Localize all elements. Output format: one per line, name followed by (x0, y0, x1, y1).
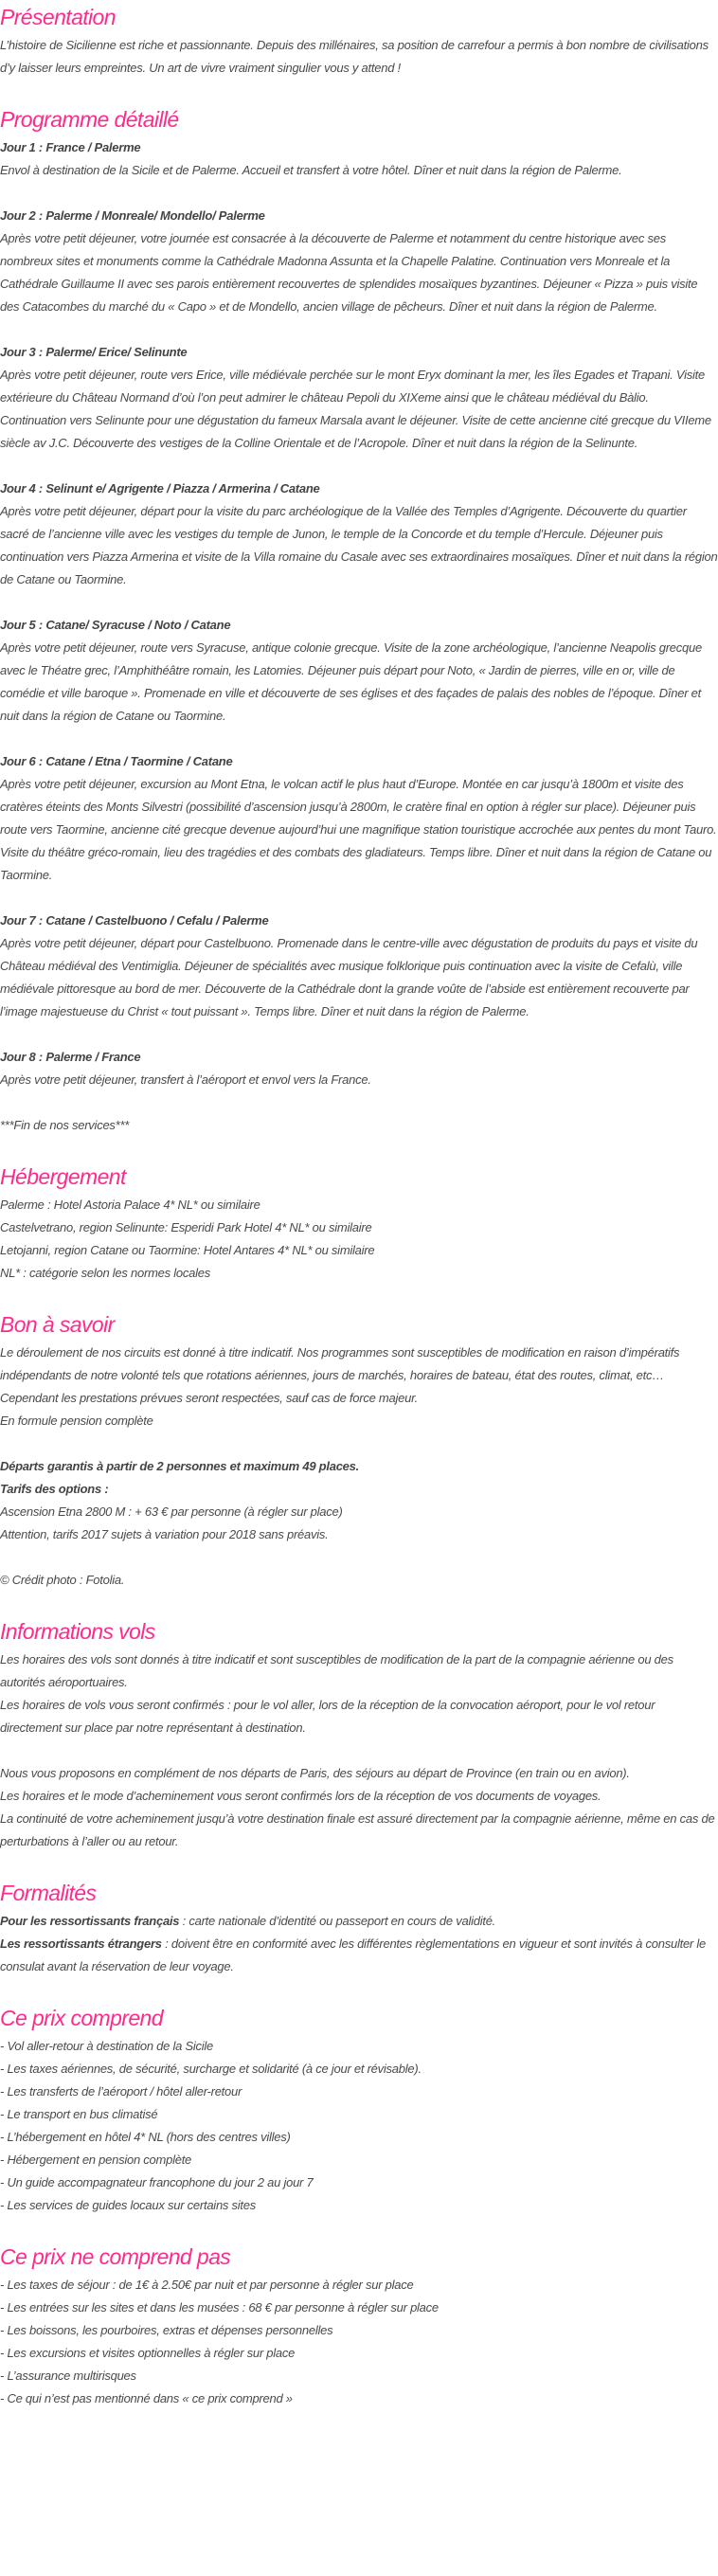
list-item: - Les taxes de séjour : de 1€ à 2.50€ par nuit et par personne à régler sur place (0, 2278, 414, 2292)
text-line: ***Fin de nos services*** (0, 1118, 130, 1132)
text-line: Après votre petit déjeuner, départ pour la visite du parc archéologique de la Vallée des Temples d’Agrigente. Découverte du quartier sacré de l’ancienne ville avec les vestiges du temple de Junon, le temple de la Concorde et du temple d’Hercule. Déjeuner puis continuation vers Piazza Armerina et visite de la Villa romaine du Casale avec ses extraordinaires mosaïques. Dîner et nuit dans la région de Catane ou Taormine. (0, 504, 718, 586)
paragraph (0, 1342, 718, 1432)
text-line: Après votre petit déjeuner, départ pour Castelbuono. Promenade dans le centre-ville avec dégustation de produits du pays et visite du Château médiéval des Ventimiglia. Déjeuner de spécialités avec musique folklorique puis continuation avec la visite de Cefalù, ville médiévale pittoresque au bord de mer. Découverte de la Cathédrale dont la grande voûte de l’abside est entièrement recouverte par l’image majestueuse du Christ « tout puissant ». Temps libre. Dîner et nuit dans la région de Palerme. (0, 936, 698, 1018)
text-line: Le déroulement de nos circuits est donné à titre indicatif. Nos programmes sont susceptibles de modification en raison d’impératifs indépendants de notre volonté tels que rotations aériennes, jours de marchés, horaires de bateau, état des routes, climat, etc… Cependant les prestations prévues seront respectées, sauf cas de force majeur. (0, 1345, 680, 1405)
section-heading: Hébergement (0, 1164, 126, 1189)
bold-label: Jour 3 : Palerme/ Erice/ Selinunte (0, 345, 188, 359)
paragraph (0, 477, 718, 591)
section-hebergement (0, 1160, 718, 1285)
bold-label: Jour 6 : Catane / Etna / Taormine / Catane (0, 754, 233, 768)
text-line: : carte nationale d’identité ou passeport en cours de validité. (179, 1914, 496, 1928)
paragraph (0, 1455, 718, 1546)
list-item: - L’hébergement en hôtel 4* NL (hors des centres villes) (0, 2130, 291, 2144)
paragraph (0, 1114, 718, 1137)
text-line: Ascension Etna 2800 M : + 63 € par personne (à régler sur place) (0, 1504, 343, 1519)
section-formalites (0, 1876, 718, 1978)
list-item: - L’assurance multirisques (0, 2369, 136, 2383)
paragraph (0, 910, 718, 1023)
list-item: - Le transport en bus climatisé (0, 2107, 158, 2121)
list-item: - Vol aller-retour à destination de la Sicile (0, 2039, 214, 2053)
text-line: Les horaires et le mode d’acheminement vous seront confirmés lors de la réception de vos documents de voyages. (0, 1789, 601, 1803)
paragraph (0, 1762, 718, 1853)
paragraph (0, 136, 718, 182)
text-line: Castelvetrano, region Selinunte: Esperidi Park Hotel 4* NL* ou similaire (0, 1220, 372, 1234)
text-line: Les horaires de vols vous seront confirmés : pour le vol aller, lors de la réception de la convocation aéroport, pour le vol retour directement sur place par notre représentant à destination. (0, 1698, 655, 1735)
section-programme (0, 102, 718, 1137)
paragraph (0, 1910, 718, 1978)
bold-label: Jour 2 : Palerme / Monreale/ Mondello/ Palerme (0, 208, 265, 223)
text-line: Attention, tarifs 2017 sujets à variation pour 2018 sans préavis. (0, 1527, 329, 1541)
text-line: Après votre petit déjeuner, route vers Erice, ville médiévale perchée sur le mont Eryx dominant la mer, les îles Egades et Trapani. Visite extérieure du Château Normand d’où l’on peut admirer le château Pepoli du XIXeme ainsi que le château médiéval du Bàlio. Continuation vers Selinunte pour une dégustation du fameux Marsala avant le déjeuner. Visite de cette ancienne cité grecque du VIIeme siècle av J.C. Découverte des vestiges de la Colline Orientale et de l’Acropole. Dîner et nuit dans la région de la Selinunte. (0, 368, 711, 450)
list-item: - Un guide accompagnateur francophone du jour 2 au jour 7 (0, 2175, 314, 2189)
bold-label: Tarifs des options : (0, 1482, 109, 1496)
bold-label: Jour 5 : Catane/ Syracuse / Noto / Catane (0, 618, 231, 632)
paragraph (0, 34, 718, 80)
text-line: NL* : catégorie selon les normes locales (0, 1266, 210, 1280)
bold-label: Départs garantis à partir de 2 personnes et maximum 49 places. (0, 1459, 359, 1473)
text-line: Palerme : Hotel Astoria Palace 4* NL* ou similaire (0, 1198, 260, 1212)
text-line: Après votre petit déjeuner, excursion au Mont Etna, le volcan actif le plus haut d’Europe. Montée en car jusqu’à 1800m et visite des cratères éteints des Monts Silvestri (possibilité d’ascension jusqu’à 2800m, le cratère final en option à régler sur place). Déjeuner puis route vers Taormine, ancienne cité grecque devenue aujourd’hui une magnifique station touristique accrochée aux pentes du mont Tauro. Visite du théâtre gréco-romain, lieu des tragédies et des combats des gladiateurs. Temps libre. Dîner et nuit dans la région de Catane ou Taormine. (0, 777, 717, 882)
bold-label: Jour 7 : Catane / Castelbuono / Cefalu / Palerme (0, 913, 269, 928)
bold-label: Jour 1 : France / Palerme (0, 140, 141, 154)
section-ne-comprend-pas (0, 2240, 718, 2410)
bold-label: Jour 4 : Selinunt e/ Agrigente / Piazza / Armerina / Catane (0, 481, 320, 495)
text-line: Letojanni, region Catane ou Taormine: Hotel Antares 4* NL* ou similaire (0, 1243, 375, 1257)
paragraph (0, 1648, 718, 1739)
text-line: Après votre petit déjeuner, transfert à l’aéroport et envol vers la France. (0, 1072, 371, 1087)
section-heading: Formalités (0, 1881, 97, 1905)
section-heading: Présentation (0, 5, 116, 29)
text-line: La continuité de votre acheminement jusqu’à votre destination finale est assuré directement par la compagnie aérienne, même en cas de perturbations à l’aller ou au retour. (0, 1811, 715, 1848)
section-heading: Bon à savoir (0, 1312, 115, 1337)
text-line: : doivent être en conformité avec les différentes règlementations en vigueur et sont invités à consulter le consulat avant la réservation de leur voyage. (0, 1937, 706, 1973)
paragraph (0, 1194, 718, 1285)
text-line: Les horaires des vols sont donnés à titre indicatif et sont susceptibles de modification de la part de la compagnie aérienne ou des autorités aéroportuaires. (0, 1652, 673, 1689)
paragraph (0, 750, 718, 887)
paragraph (0, 205, 718, 318)
section-heading: Programme détaillé (0, 107, 179, 132)
paragraph (0, 1569, 718, 1592)
section-bon-a-savoir (0, 1307, 718, 1592)
section-heading: Ce prix comprend (0, 2006, 163, 2030)
section-comprend (0, 2001, 718, 2217)
list-item: - Les boissons, les pourboires, extras et dépenses personnelles (0, 2323, 333, 2337)
list-item: - Les excursions et visites optionnelles à régler sur place (0, 2346, 296, 2360)
list-item: - Les transferts de l’aéroport / hôtel aller-retour (0, 2084, 242, 2099)
paragraph (0, 2274, 718, 2410)
section-informations-vols (0, 1614, 718, 1853)
text-line: En formule pension complète (0, 1414, 153, 1428)
bold-label: Jour 8 : Palerme / France (0, 1050, 141, 1064)
list-item: - Les taxes aériennes, de sécurité, surcharge et solidarité (à ce jour et révisable). (0, 2062, 422, 2076)
list-item: - Les entrées sur les sites et dans les musées : 68 € par personne à régler sur place (0, 2300, 439, 2315)
text-line: Envol à destination de la Sicile et de Palerme. Accueil et transfert à votre hôtel. Dîner et nuit dans la région de Palerme. (0, 163, 622, 177)
text-line: Après votre petit déjeuner, votre journée est consacrée à la découverte de Palerme et notamment du centre historique avec ses nombreux sites et monuments comme la Cathédrale Madonna Assunta et la Chapelle Palatine. Continuation vers Monreale et la Cathédrale Guillaume II avec ses parois entièrement recouvertes de splendides mosaïques byzantines. Déjeuner « Pizza » puis visite des Catacombes du marché du « Capo » et de Mondello, ancien village de pêcheurs. Dîner et nuit dans la région de Palerme. (0, 231, 698, 314)
paragraph (0, 1046, 718, 1091)
section-heading: Informations vols (0, 1619, 155, 1644)
text-line: Après votre petit déjeuner, route vers Syracuse, antique colonie grecque. Visite de la zone archéologique, l’ancienne Neapolis grecque avec le Théatre grec, l’Amphithéâtre romain, les Latomies. Déjeuner puis départ pour Noto, « Jardin de pierres, ville en or, ville de comédie et ville baroque ». Promenade en ville et découverte de ses églises et des façades de palais des nobles de l’époque. Dîner et nuit dans la région de Catane ou Taormine. (0, 640, 702, 723)
list-item: - Ce qui n’est pas mentionné dans « ce prix comprend » (0, 2391, 293, 2405)
text-line: Nous vous proposons en complément de nos départs de Paris, des séjours au départ de Province (en train ou en avion). (0, 1766, 630, 1780)
paragraph (0, 614, 718, 728)
bold-label: Les ressortissants étrangers (0, 1937, 162, 1951)
text-line: © Crédit photo : Fotolia. (0, 1573, 125, 1587)
paragraph (0, 341, 718, 455)
text-line: L’histoire de Sicilienne est riche et passionnante. Depuis des millénaires, sa position de carrefour a permis à bon nombre de civilisations d’y laisser leurs empreintes. Un art de vivre vraiment singulier vous y attend ! (0, 38, 709, 75)
list-item: - Hébergement en pension complète (0, 2153, 192, 2167)
section-heading: Ce prix ne comprend pas (0, 2244, 231, 2269)
bold-label: Pour les ressortissants français (0, 1914, 180, 1928)
section-presentation (0, 0, 718, 80)
paragraph (0, 2035, 718, 2217)
list-item: - Les services de guides locaux sur certains sites (0, 2198, 257, 2212)
